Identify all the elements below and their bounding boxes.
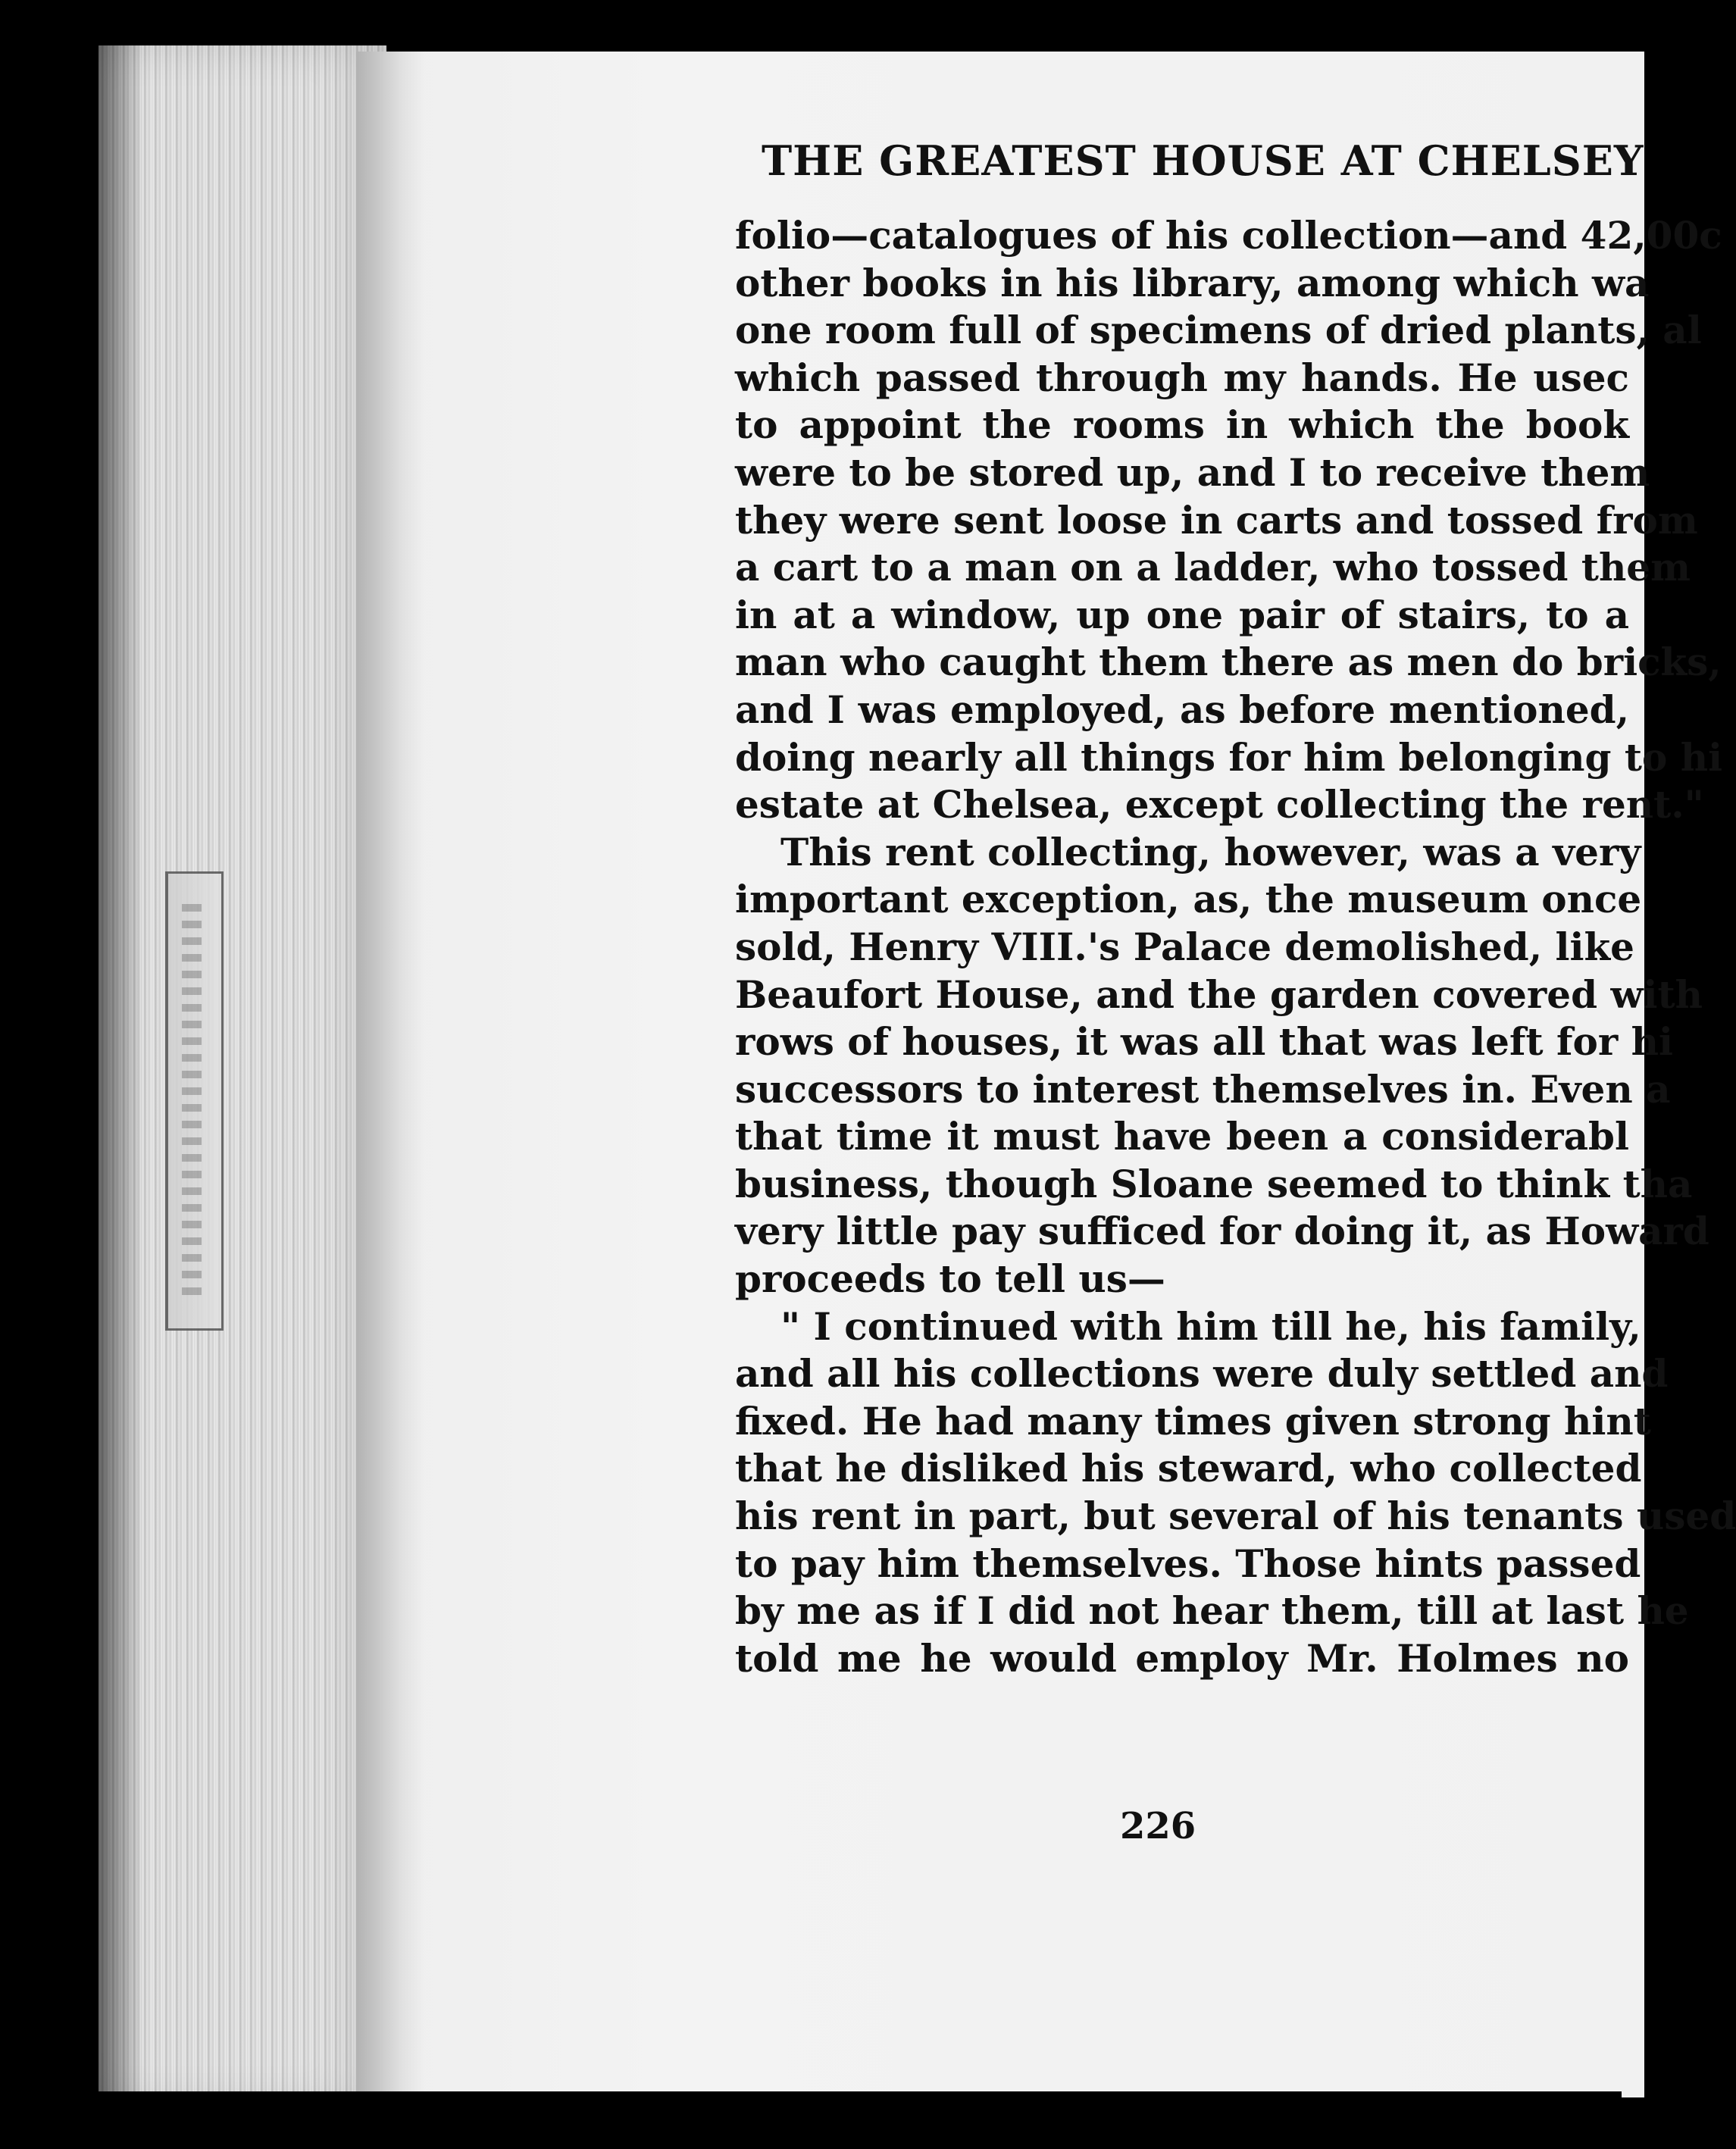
text-line: folio—catalogues of his collection—and 42,00c bbox=[735, 213, 1722, 258]
text-line: successors to interest themselves in. Even a bbox=[735, 1066, 1671, 1112]
page-number: 226 bbox=[1120, 1805, 1196, 1847]
text-line: in at a window, up one pair of stairs, to a bbox=[735, 592, 1629, 637]
page-edges bbox=[99, 45, 386, 2107]
text-line: This rent collecting, however, was a very bbox=[780, 829, 1641, 874]
text-line: fixed. He had many times given strong hint bbox=[735, 1398, 1651, 1444]
scan-border-bottom bbox=[0, 2091, 1622, 2149]
text-line: that time it must have been a considerabl bbox=[735, 1114, 1629, 1159]
text-line: and I was employed, as before mentioned, bbox=[735, 687, 1629, 732]
text-line: business, though Sloane seemed to think tha bbox=[735, 1161, 1693, 1206]
text-line: by me as if I did not hear them, till at last he bbox=[735, 1588, 1689, 1634]
text-line: his rent in part, but several of his tenants used bbox=[735, 1494, 1736, 1539]
text-line: to pay him themselves. Those hints passed bbox=[735, 1541, 1641, 1586]
text-line: doing nearly all things for him belonging to hi bbox=[735, 734, 1723, 780]
text-line: were to be stored up, and I to receive them bbox=[735, 449, 1650, 495]
text-line: to appoint the rooms in which the book bbox=[735, 402, 1629, 448]
text-line: Beaufort House, and the garden covered with bbox=[735, 971, 1703, 1017]
text-line: man who caught them there as men do bricks, bbox=[735, 640, 1722, 685]
body-text bbox=[735, 212, 1736, 1682]
text-line: told me he would employ Mr. Holmes no bbox=[735, 1635, 1629, 1681]
text-line: very little pay sufficed for doing it, as Howard bbox=[735, 1209, 1709, 1254]
library-stamp bbox=[165, 871, 224, 1331]
text-line: rows of houses, it was all that was left for hi bbox=[735, 1019, 1673, 1065]
text-line: they were sent loose in carts and tossed from bbox=[735, 497, 1698, 543]
text-line: a cart to a man on a ladder, who tossed them bbox=[735, 545, 1691, 590]
text-line: important exception, as, the museum once bbox=[735, 877, 1642, 922]
text-line: one room full of specimens of dried plants, al bbox=[735, 308, 1702, 353]
text-line: that he disliked his steward, who collected bbox=[735, 1446, 1642, 1491]
text-line: sold, Henry VIII.'s Palace demolished, like bbox=[735, 924, 1634, 969]
text-line: which passed through my hands. He usec bbox=[735, 355, 1629, 400]
text-line: other books in his library, among which wa bbox=[735, 260, 1650, 305]
text-line: and all his collections were duly settled and bbox=[735, 1351, 1669, 1397]
spine-shadow bbox=[356, 52, 424, 2097]
text-line: proceeds to tell us— bbox=[735, 1256, 1165, 1302]
running-head: THE GREATEST HOUSE AT CHELSEY bbox=[762, 136, 1644, 185]
text-line: estate at Chelsea, except collecting the rent." bbox=[735, 782, 1704, 827]
text-line: " I continued with him till he, his family, bbox=[780, 1303, 1641, 1349]
